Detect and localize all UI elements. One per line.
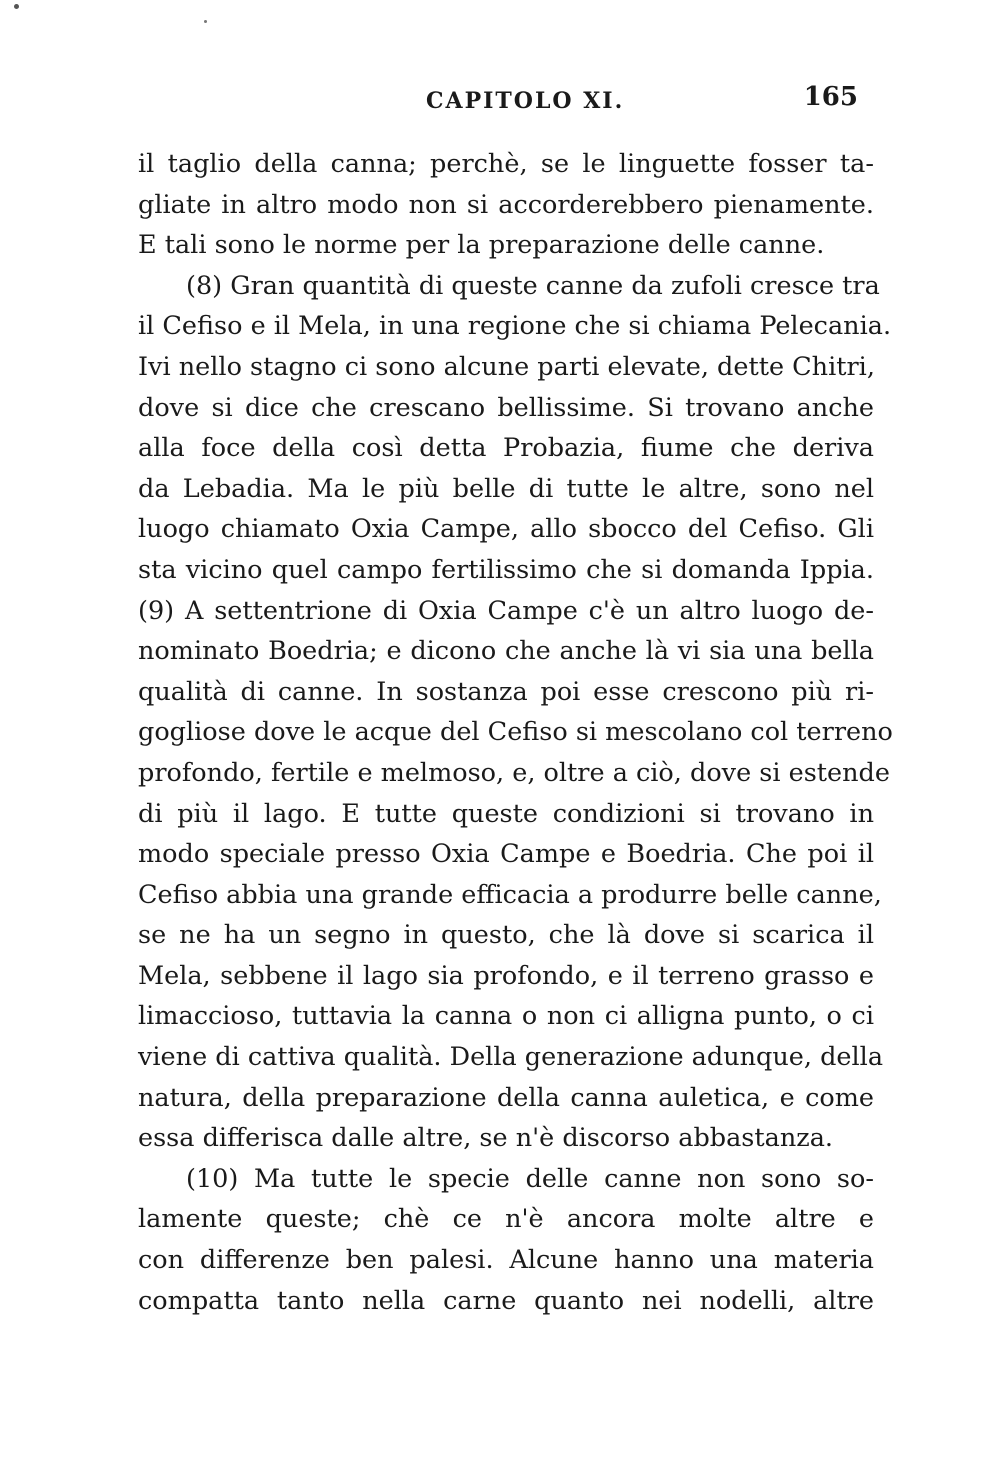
- text-line: da Lebadia. Ma le più belle di tutte le altre, sono nel: [138, 473, 874, 504]
- text-line: limaccioso, tuttavia la canna o non ci alligna punto, o ci: [138, 1001, 874, 1032]
- text-line: dove si dice che crescano bellissime. Si trovano anche: [138, 392, 874, 423]
- text-line: lamente queste; chè ce n'è ancora molte altre e: [138, 1204, 874, 1235]
- text-line: con differenze ben palesi. Alcune hanno una materia: [138, 1245, 874, 1276]
- page-header: [138, 82, 858, 122]
- text-line: se ne ha un segno in questo, che là dove si scarica il: [138, 920, 874, 951]
- body-text: [138, 144, 893, 1321]
- text-line: di più il lago. E tutte queste condizioni si trovano in: [138, 798, 874, 829]
- text-line: (9) A settentrione di Oxia Campe c'è un altro luogo de-: [138, 595, 874, 626]
- text-line: qualità di canne. In sostanza poi esse crescono più ri-: [138, 676, 874, 707]
- text-line: Mela, sebbene il lago sia profondo, e il terreno grasso e: [138, 960, 874, 991]
- page-number: 165: [803, 82, 858, 112]
- text-line: sta vicino quel campo fertilissimo che si domanda Ippia.: [138, 554, 874, 585]
- text-line: Ivi nello stagno ci sono alcune parti elevate, dette Chitri,: [138, 351, 875, 382]
- text-line: viene di cattiva qualità. Della generazione adunque, della: [138, 1042, 884, 1073]
- text-line: (10) Ma tutte le specie delle canne non sono so-: [186, 1163, 874, 1194]
- ink-speck: [14, 4, 19, 9]
- text-line: compatta tanto nella carne quanto nei nodelli, altre: [138, 1285, 874, 1316]
- text-line: natura, della preparazione della canna auletica, e come: [138, 1082, 874, 1113]
- text-line: il Cefiso e il Mela, in una regione che si chiama Pelecania.: [138, 311, 892, 342]
- text-line: nominato Boedria; e dicono che anche là vi sia una bella: [138, 636, 874, 667]
- text-line: gogliose dove le acque del Cefiso si mescolano col terreno: [138, 717, 893, 748]
- text-line: modo speciale presso Oxia Campe e Boedria. Che poi il: [138, 839, 874, 870]
- text-line: profondo, fertile e melmoso, e, oltre a ciò, dove si estende: [138, 757, 890, 788]
- text-line: il taglio della canna; perchè, se le linguette fosser ta-: [138, 149, 874, 179]
- text-line: luogo chiamato Oxia Campe, allo sbocco del Cefiso. Gli: [138, 514, 874, 545]
- text-line: essa differisca dalle altre, se n'è discorso abbastanza.: [138, 1123, 834, 1154]
- text-line: Cefiso abbia una grande efficacia a produrre belle canne,: [138, 879, 882, 910]
- running-title: CAPITOLO XI.: [426, 88, 625, 114]
- text-line: (8) Gran quantità di queste canne da zufoli cresce tra: [186, 270, 880, 301]
- text-line: alla foce della così detta Probazia, fiume che deriva: [138, 433, 874, 464]
- ink-speck: [204, 20, 207, 23]
- text-line: E tali sono le norme per la preparazione delle canne.: [138, 230, 825, 261]
- text-line: gliate in altro modo non si accorderebbero pienamente.: [138, 189, 874, 220]
